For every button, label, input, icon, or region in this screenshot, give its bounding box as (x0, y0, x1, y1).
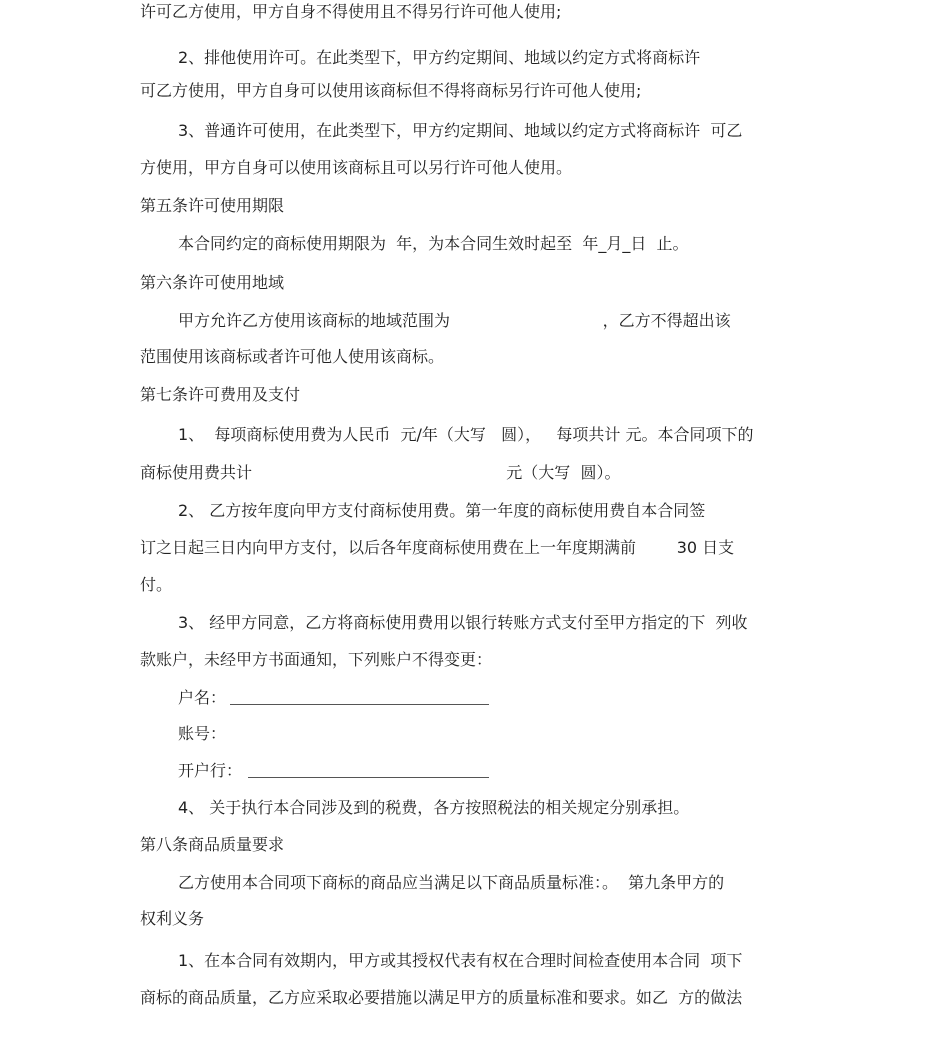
text-line: 可乙方使用，甲方自身可以使用该商标但不得将商标另行许可他人使用; (140, 81, 642, 100)
text-line: 权利义务 (140, 909, 205, 928)
text-line: 方使用，甲方自身可以使用该商标且可以另行许可他人使用。 (140, 158, 573, 177)
text-line: 4、 关于执行本合同涉及到的税费，各方按照税法的相关规定分别承担。 (178, 798, 690, 817)
text-line: 1、在本合同有效期内，甲方或其授权代表有权在合理时间检查使用本合同 项下 (178, 951, 743, 970)
text-line: 款账户，未经甲方书面通知，下列账户不得变更： (140, 650, 493, 669)
section-heading: 第八条商品质量要求 (140, 835, 285, 854)
text-line: 订之日起三日内向甲方支付，以后各年度商标使用费在上一年度期满前 30 日支 (140, 538, 735, 557)
account-name-label: 户名： (178, 688, 227, 707)
text-line: 甲方允许乙方使用该商标的地域范围为 ，乙方不得超出该 (178, 311, 731, 330)
section-heading: 第七条许可费用及支付 (140, 385, 301, 404)
text-line: 许可乙方使用，甲方自身不得使用且不得另行许可他人使用; (140, 2, 562, 21)
text-line: 范围使用该商标或者许可他人使用该商标。 (140, 347, 445, 366)
account-number-label: 账号： (178, 724, 227, 743)
text-line: 乙方使用本合同项下商标的商品应当满足以下商品质量标准：。 第九条甲方的 (178, 873, 725, 892)
bank-label: 开户行： (178, 761, 243, 780)
text-line: 商标的商品质量，乙方应采取必要措施以满足甲方的质量标准和要求。如乙 方的做法 (140, 988, 743, 1007)
text-line: 3、 经甲方同意，乙方将商标使用费用以银行转账方式支付至甲方指定的下 列收 (178, 613, 748, 632)
text-line: 商标使用费共计 元（大写 圆）。 (140, 463, 621, 482)
account-name-blank (230, 704, 489, 705)
section-heading: 第六条许可使用地域 (140, 273, 285, 292)
section-heading: 第五条许可使用期限 (140, 196, 285, 215)
text-line: 1、 每项商标使用费为人民币 元/年（大写 圆）， 每项共计 元。本合同项下的 (178, 425, 754, 444)
text-line: 本合同约定的商标使用期限为 年，为本合同生效时起至 年_月_日 止。 (178, 234, 689, 253)
text-line: 2、排他使用许可。在此类型下，甲方约定期间、地域以约定方式将商标许 (178, 48, 701, 67)
text-line: 2、 乙方按年度向甲方支付商标使用费。第一年度的商标使用费自本合同签 (178, 501, 706, 520)
bank-blank (248, 777, 489, 778)
text-line: 付。 (140, 575, 173, 594)
text-line: 3、普通许可使用，在此类型下，甲方约定期间、地域以约定方式将商标许 可乙 (178, 121, 743, 140)
